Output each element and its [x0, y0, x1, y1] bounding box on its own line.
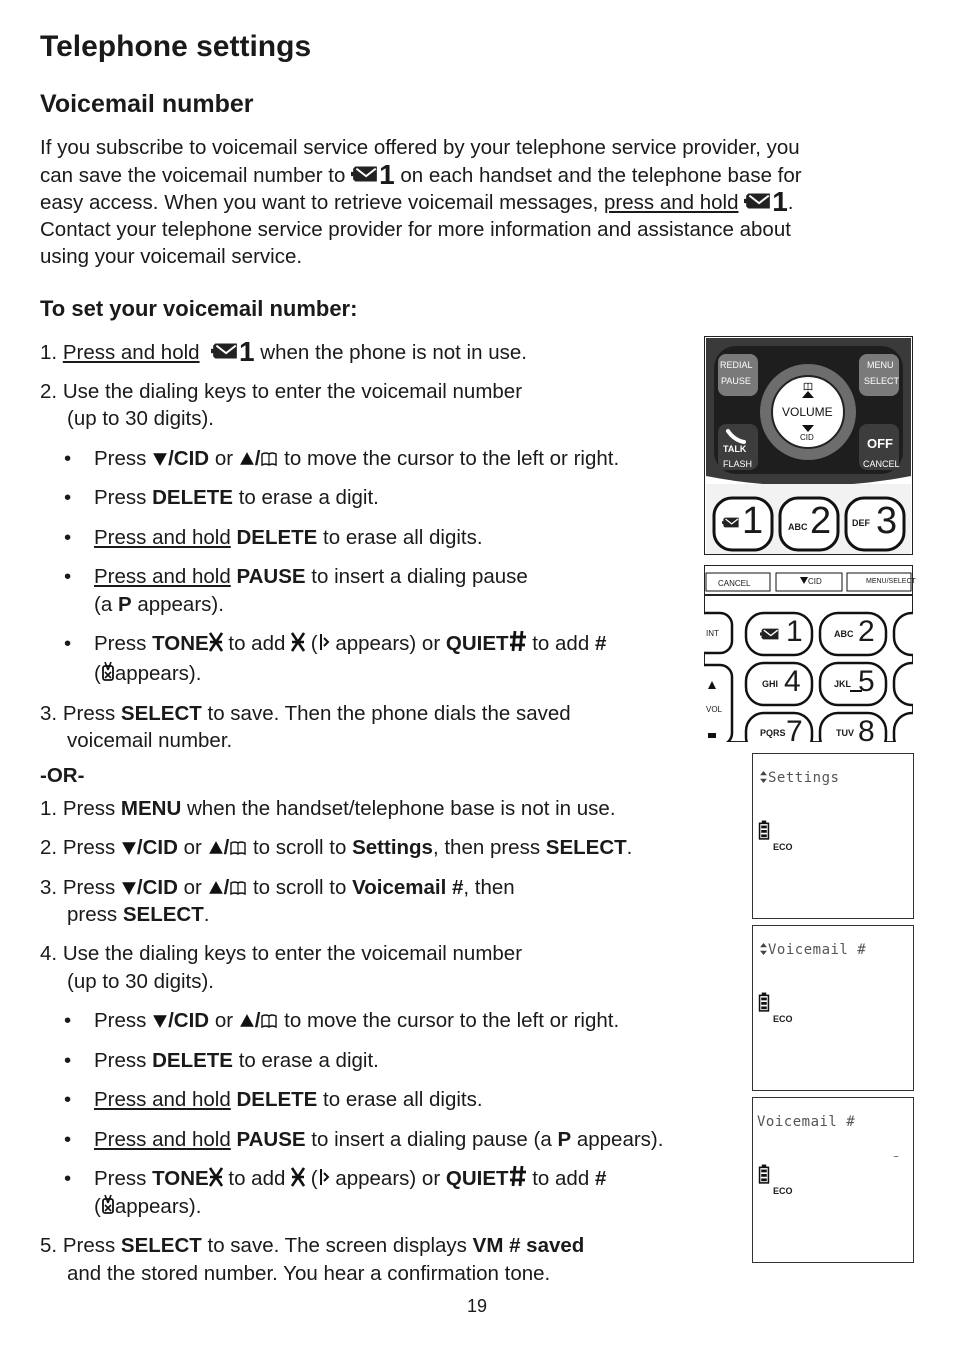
page-number: 19 — [466, 1296, 488, 1316]
scroll-updown-icon — [759, 771, 768, 783]
tone-key-icon — [291, 1167, 305, 1187]
intro-line: If you subscribe to voicemail service offered by your telephone service provider, you — [40, 136, 800, 159]
battery-icon — [758, 820, 770, 840]
bullet-move-cursor: • — [64, 447, 72, 470]
section-heading: Voicemail number — [40, 90, 254, 118]
key-2: 2 — [810, 500, 832, 542]
key-7: 7 — [786, 715, 803, 742]
tone-key-icon — [209, 632, 223, 652]
cancel-label: CANCEL — [863, 459, 900, 469]
bullet-insert-pause: Press and hold PAUSE to insert a dialing pause — [94, 565, 528, 588]
key-1: 1 — [742, 500, 764, 542]
up-arrow-icon — [208, 880, 224, 896]
handset-keypad-illustration — [704, 336, 913, 555]
alt-bullet-insert-pause: Press and hold PAUSE to insert a dialing pause (a P appears). — [94, 1128, 664, 1151]
cid-label: CID — [808, 577, 822, 586]
bullet-tone-quiet-line2: ( appears). — [94, 662, 202, 685]
tone-indicator-icon — [318, 1167, 330, 1187]
key-3: 3 — [876, 500, 898, 542]
alt-bullet-tone-quiet: Press TONE to add ( appears) or QUIET to add # — [94, 1167, 607, 1190]
intro-line: using your voicemail service. — [40, 245, 303, 268]
alt-step-3-line2: press SELECT. — [67, 903, 210, 926]
voicemail-key-icon — [211, 341, 239, 361]
bullet: • — [64, 1088, 72, 1111]
battery-icon — [758, 992, 770, 1012]
subheading: To set your voicemail number: — [40, 296, 358, 321]
volume-label: VOLUME — [782, 405, 833, 419]
bullet: • — [64, 1167, 72, 1190]
down-arrow-icon — [121, 880, 137, 896]
up-arrow-icon — [208, 840, 224, 856]
alt-step-3: 3. Press /CID or / to scroll to Voicemail #, then — [40, 876, 515, 899]
key-1: 1 — [786, 615, 803, 648]
alt-bullet-tone-quiet-line2: ( appears). — [94, 1195, 202, 1218]
battery-icon — [758, 1164, 770, 1184]
eco-label: ECO — [773, 1186, 793, 1196]
tone-indicator-icon — [318, 632, 330, 652]
up-arrow-icon — [239, 1013, 255, 1029]
bullet-insert-pause-line2: (a P appears). — [94, 593, 224, 616]
alt-step-2: 2. Press /CID or / to scroll to Settings, then press SELECT. — [40, 836, 633, 859]
alt-step-4: 4. Use the dialing keys to enter the voicemail number — [40, 942, 523, 965]
key-2-letters: ABC — [788, 522, 808, 532]
hash-key-icon — [509, 630, 527, 652]
bullet: • — [64, 526, 72, 549]
lcd-cursor: .... — [893, 1150, 898, 1159]
alt-step-1: 1. Press MENU when the handset/telephone base is not in use. — [40, 797, 616, 820]
step-1: 1. Press and hold 1 when the phone is not in use. — [40, 336, 527, 367]
bullet: • — [64, 632, 72, 655]
bullet-erase-all: Press and hold DELETE to erase all digits. — [94, 526, 483, 549]
voicemail-key-icon — [722, 518, 739, 528]
alt-bullet-erase-digit: Press DELETE to erase a digit. — [94, 1049, 379, 1072]
off-label: OFF — [867, 436, 893, 451]
alt-step-4-line2: (up to 30 digits). — [67, 970, 214, 993]
intro-line: Contact your telephone service provider for more information and assistance about — [40, 218, 791, 241]
cancel-label: CANCEL — [718, 579, 751, 588]
eco-label: ECO — [773, 842, 793, 852]
bullet: • — [64, 1128, 72, 1151]
step-2: 2. Use the dialing keys to enter the voicemail number — [40, 380, 523, 403]
key-4-letters: GHI — [762, 679, 779, 689]
lcd-text: Voicemail # — [757, 1114, 856, 1130]
flash-label: FLASH — [723, 459, 753, 469]
down-arrow-icon — [152, 451, 168, 467]
or-label: -OR- — [40, 764, 85, 787]
bullet: • — [64, 486, 72, 509]
down-arrow-icon — [121, 840, 137, 856]
tone-key-icon — [209, 1167, 223, 1187]
key-8: 8 — [858, 715, 875, 742]
hash-key-icon — [509, 1165, 527, 1187]
bullet-move-cursor-text: Press /CID or / to move the cursor to the left or right. — [94, 447, 620, 470]
scroll-updown-icon — [759, 943, 768, 955]
alt-step-5: 5. Press SELECT to save. The screen displays VM # saved — [40, 1234, 585, 1257]
key-2: 2 — [858, 615, 875, 648]
key-4: 4 — [784, 665, 801, 698]
eco-label: ECO — [773, 1014, 793, 1024]
talk-label: TALK — [723, 444, 747, 454]
bullet-tone-quiet: Press TONE to add ( appears) or QUIET to add # — [94, 632, 607, 655]
press-and-hold-link: press and hold — [604, 191, 739, 214]
bullet: • — [64, 1009, 72, 1032]
phonebook-icon — [229, 840, 247, 856]
lcd-screen-voicemail-entry — [752, 1097, 914, 1263]
pause-label: PAUSE — [721, 376, 751, 386]
lcd-screen-settings — [752, 753, 914, 919]
key-7-letters: PQRS — [760, 728, 786, 738]
page-title: Telephone settings — [40, 30, 312, 63]
down-arrow-icon — [152, 1013, 168, 1029]
menu-select-label: MENU/SELECT — [866, 578, 916, 585]
up-arrow-icon — [239, 451, 255, 467]
bullet: • — [64, 1049, 72, 1072]
key-8-letters: TUV — [836, 728, 854, 738]
bullet-erase-digit: Press DELETE to erase a digit. — [94, 486, 379, 509]
alt-bullet-erase-all: Press and hold DELETE to erase all digits. — [94, 1088, 483, 1111]
phonebook-icon — [229, 880, 247, 896]
step-3-line2: voicemail number. — [67, 729, 233, 752]
select-label: SELECT — [864, 376, 900, 386]
intro-line: can save the voicemail number to 1 on each handset and the telephone base for — [40, 159, 802, 190]
base-keypad-image — [704, 565, 913, 742]
step-2-line2: (up to 30 digits). — [67, 407, 214, 430]
int-label: INT — [706, 629, 719, 638]
vol-label: VOL — [706, 705, 723, 714]
quiet-indicator-icon — [101, 1193, 115, 1215]
alt-step-5-line2: and the stored number. You hear a confirmation tone. — [67, 1262, 551, 1285]
key-2-letters: ABC — [834, 629, 854, 639]
bullet: • — [64, 565, 72, 588]
phonebook-icon — [803, 378, 813, 396]
key-5: 5 — [858, 665, 875, 698]
base-keypad-illustration — [704, 565, 916, 742]
key-5-letters: JKL — [834, 679, 852, 689]
lcd-text: Settings — [759, 770, 839, 786]
voicemail-key-icon — [744, 191, 772, 211]
quiet-indicator-icon — [101, 660, 115, 682]
lcd-screen-voicemail — [752, 925, 914, 1091]
cid-label: CID — [800, 433, 814, 442]
voicemail-key-icon — [760, 629, 778, 640]
lcd-text: Voicemail # — [759, 942, 866, 958]
tone-key-icon — [291, 632, 305, 652]
alt-bullet-move-cursor: Press /CID or / to move the cursor to the left or right. — [94, 1009, 620, 1032]
key-3-letters: DEF — [852, 518, 870, 528]
step-3: 3. Press SELECT to save. Then the phone dials the saved — [40, 702, 571, 725]
phonebook-icon — [260, 1013, 278, 1029]
voicemail-key-icon — [351, 164, 379, 184]
phonebook-icon — [260, 451, 278, 467]
redial-label: REDIAL — [720, 360, 753, 370]
intro-line: easy access. When you want to retrieve voicemail messages, press and hold 1. — [40, 186, 794, 217]
menu-label: MENU — [867, 360, 894, 370]
